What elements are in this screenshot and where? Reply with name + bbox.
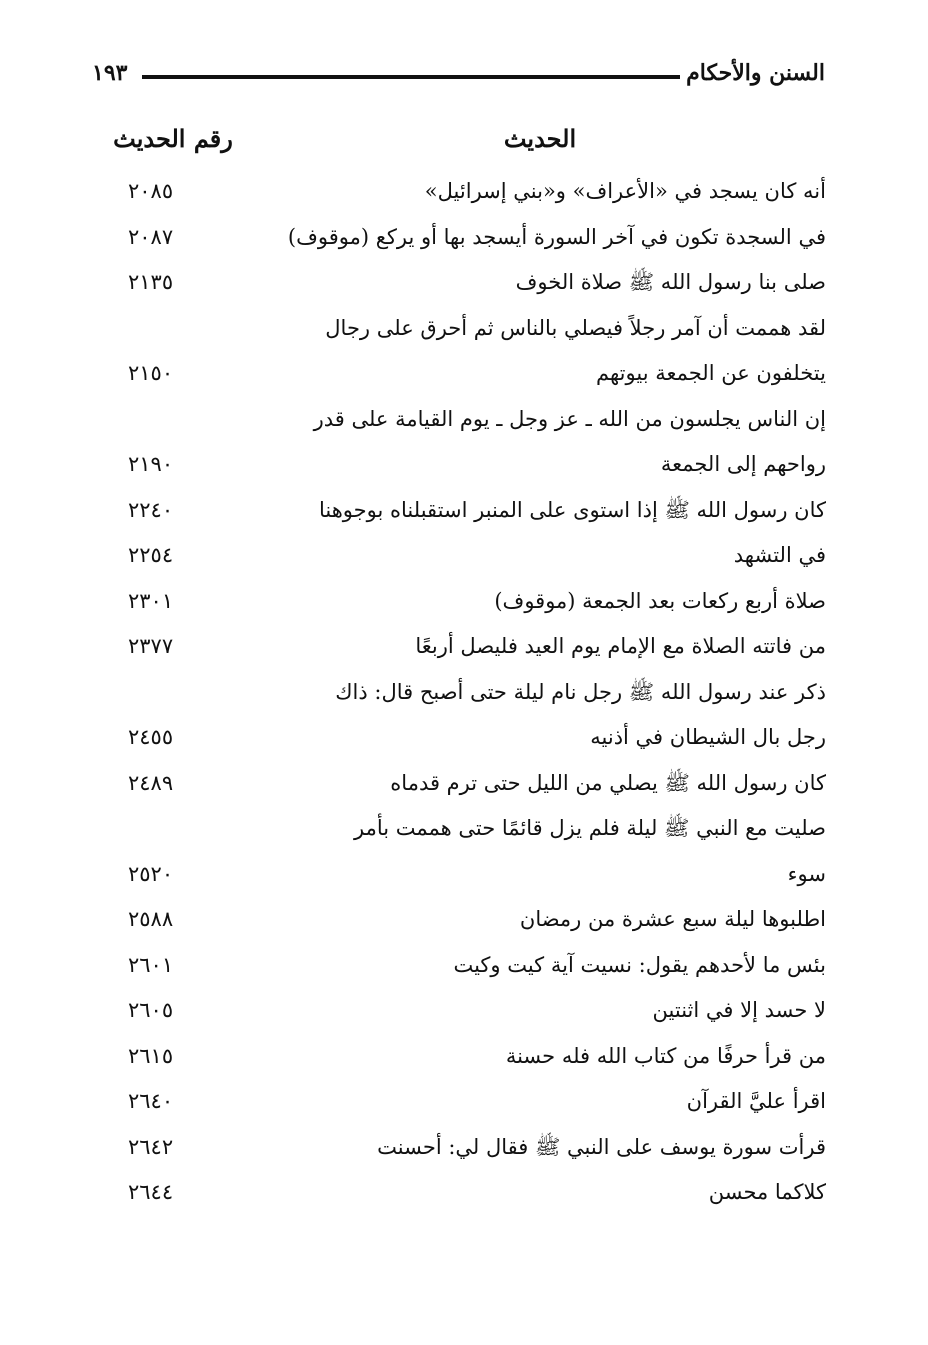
hadith-text-line: اطلبوها ليلة سبع عشرة من رمضان [519,907,826,931]
hadith-number: ٢١٥٠ [128,361,174,385]
hadith-text-line: صليت مع النبي ﷺ ليلة فلم يزل قائمًا حتى هممت بأمر [354,816,826,840]
hadith-number: ٢٦٤٤ [128,1180,174,1204]
hadith-text-line: اقرأ عليَّ القرآن [686,1089,826,1113]
hadith-text-line: قرأت سورة يوسف على النبي ﷺ فقال لي: أحسنت [377,1134,826,1159]
hadith-number: ٢٦١٥ [128,1043,174,1068]
hadith-text-line: إن الناس يجلسون من الله ـ عز وجل ـ يوم القيامة على قدر [313,406,826,431]
hadith-text-line: صلى بنا رسول الله ﷺ صلاة الخوف [515,270,826,294]
hadith-text-line: صلاة أربع ركعات بعد الجمعة (موقوف) [494,588,826,613]
hadith-number: ٢١٩٠ [128,452,174,476]
hadith-text-line: سوء [787,861,826,886]
hadith-number: ٢٠٨٥ [128,179,174,203]
hadith-number: ٢٦٤٠ [128,1089,174,1113]
hadith-number: ٢٦٠١ [128,952,174,977]
hadith-number: ٢٣٠١ [128,588,174,613]
hadith-text-line: رواحهم إلى الجمعة [660,452,826,476]
hadith-text-line: من فاتته الصلاة مع الإمام يوم العيد فليصل أربعًا [415,634,826,658]
hadith-text-line: رجل بال الشيطان في أذنيه [590,725,826,749]
hadith-text-line: كلاكما محسن [708,1180,826,1204]
hadith-text-line: لقد هممت أن آمر رجلاً فيصلي بالناس ثم أحرق على رجال [325,315,826,340]
hadith-number: ٢٠٨٧ [128,224,174,249]
hadith-number: ٢٢٥٤ [128,543,174,567]
hadith-number: ٢٢٤٠ [128,497,174,522]
book-title: السنن والأحكام [686,60,825,86]
hadith-text-line: كان رسول الله ﷺ إذا استوى على المنبر استقبلناه بوجوهنا [319,497,826,522]
hadith-number: ٢٥٨٨ [128,907,174,931]
hadith-text-line: بئس ما لأحدهم يقول: نسيت آية كيت وكيت [453,952,826,977]
hadith-text-line: لا حسد إلا في اثنتين [652,998,826,1022]
hadith-number: ٢١٣٥ [128,270,174,294]
hadith-number: ٢٥٢٠ [128,861,174,886]
hadith-number-column-heading: رقم الحديث [113,124,233,153]
hadith-text-line: يتخلفون عن الجمعة بيوتهم [596,361,826,385]
hadith-text-line: في التشهد [733,543,826,567]
hadith-text-line: كان رسول الله ﷺ يصلي من الليل حتى ترم قدماه [390,770,826,795]
hadith-text-line: ذكر عند رسول الله ﷺ رجل نام ليلة حتى أصبح قال: ذاك [335,679,826,704]
hadith-number: ٢٤٥٥ [128,725,174,749]
hadith-text-line: في السجدة تكون في آخر السورة أيسجد بها أو يركع (موقوف) [287,224,826,249]
page-number: ١٩٣ [92,60,128,86]
hadith-column-heading: الحديث [503,124,577,153]
hadith-number: ٢٦٤٢ [128,1134,174,1159]
hadith-number: ٢٦٠٥ [128,998,174,1022]
hadith-number: ٢٣٧٧ [128,634,174,658]
hadith-text-line: أنه كان يسجد في «الأعراف» و«بني إسرائيل» [424,179,826,203]
hadith-number: ٢٤٨٩ [128,770,174,795]
hadith-text-line: من قرأ حرفًا من كتاب الله فله حسنة [505,1043,826,1068]
